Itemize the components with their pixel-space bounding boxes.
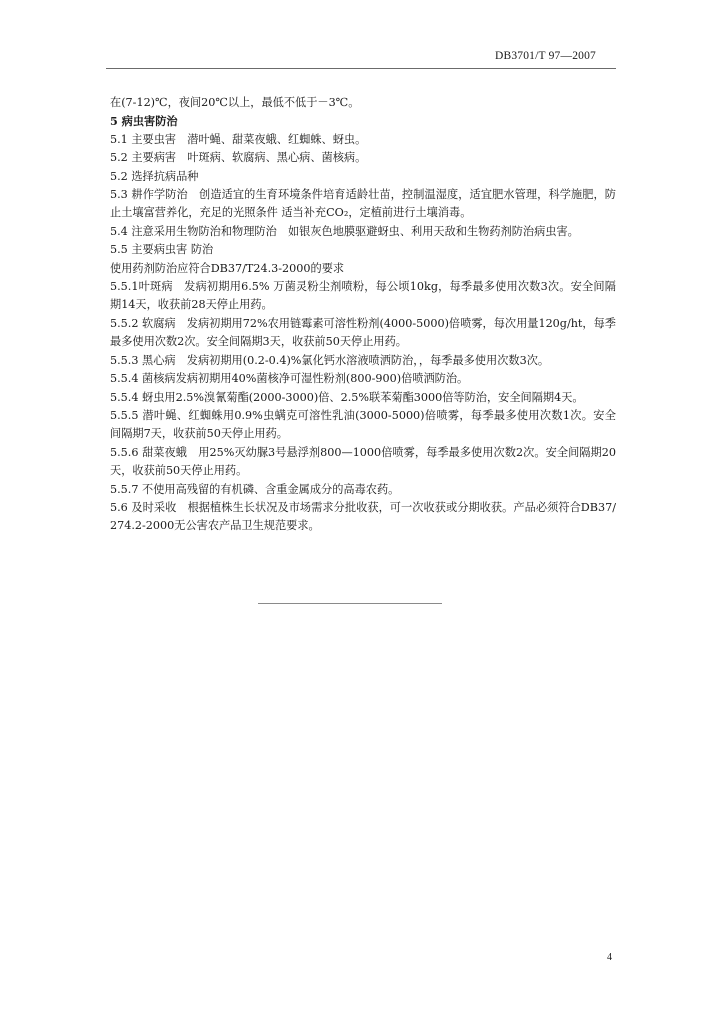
header-divider	[106, 68, 616, 69]
section-heading: 5 病虫害防治	[110, 114, 178, 129]
paragraph: 5.2 选择抗病品种	[110, 169, 199, 183]
paragraph: 5.5 主要病虫害 防治	[110, 243, 214, 257]
paragraph: 5.4 注意采用生物防治和物理防治 如银灰色地膜驱避蚜虫、利用天敌和生物药剂防治病虫害。	[110, 224, 579, 238]
document-body	[110, 94, 616, 536]
paragraph: 5.5.1叶斑病 发病初期用6.5% 万菌灵粉尘剂喷粉，每公顷10kg，每季最多使用次数3次。安全间隔期14天，收获前28天停止用药。	[110, 280, 616, 312]
paragraph: 5.3 耕作学防治 创造适宜的生育环境条件培育适龄壮苗，控制温湿度，适宜肥水管理，科学施肥，防止土壤富营养化，充足的光照条件 适当补充CO₂，定植前进行土壤消毒。	[110, 188, 616, 220]
end-of-document-rule	[258, 603, 442, 604]
paragraph: 5.5.4 蚜虫用2.5%溴氰菊酯(2000-3000)倍、2.5%联苯菊酯3000倍等防治，安全间隔期4天。	[110, 390, 584, 404]
paragraph: 5.1 主要虫害 潜叶蝇、甜菜夜蛾、红蜘蛛、蚜虫。	[110, 132, 367, 146]
paragraph: 5.5.3 黑心病 发病初期用(0.2-0.4)%氯化钙水溶液喷洒防治，，每季最多使用次数3次。	[110, 353, 550, 367]
paragraph: 使用药剂防治应符合DB37/T24.3-2000的要求	[110, 261, 345, 275]
paragraph: 5.5.6 甜菜夜蛾 用25%灭幼脲3号悬浮剂800—1000倍喷雾，每季最多使用次数2次。安全间隔期20天，收获前50天停止用药。	[110, 445, 616, 478]
paragraph: 5.5.7 不使用高残留的有机磷、含重金属成分的高毒农药。	[110, 482, 400, 496]
paragraph: 在(7-12)℃，夜间20℃以上，最低不低于－3℃。	[110, 96, 360, 109]
paragraph: 5.2 主要病害 叶斑病、软腐病、黑心病、菌核病。	[110, 151, 367, 165]
page-number: 4	[607, 952, 612, 963]
paragraph: 5.5.5 潜叶蝇、红蜘蛛用0.9%虫螨克可溶性乳油(3000-5000)倍喷雾，每季最多使用次数1次。安全间隔期7天，收获前50天停止用药。	[110, 408, 616, 441]
paragraph: 5.6 及时采收 根据植株生长状况及市场需求分批收获，可一次收获或分期收获。产品必须符合DB37/274.2-2000无公害农产品卫生规范要求。	[110, 500, 616, 533]
paragraph: 5.5.4 菌核病发病初期用40%菌核净可湿性粉剂(800-900)倍喷洒防治。	[110, 372, 469, 386]
paragraph: 5.5.2 软腐病 发病初期用72%农用链霉素可溶性粉剂(4000-5000)倍喷雾，每次用量120g/ht，每季最多使用次数2次。安全间隔期3天，收获前50天停止用药。	[110, 316, 616, 349]
document-code: DB3701/T 97—2007	[494, 50, 596, 62]
